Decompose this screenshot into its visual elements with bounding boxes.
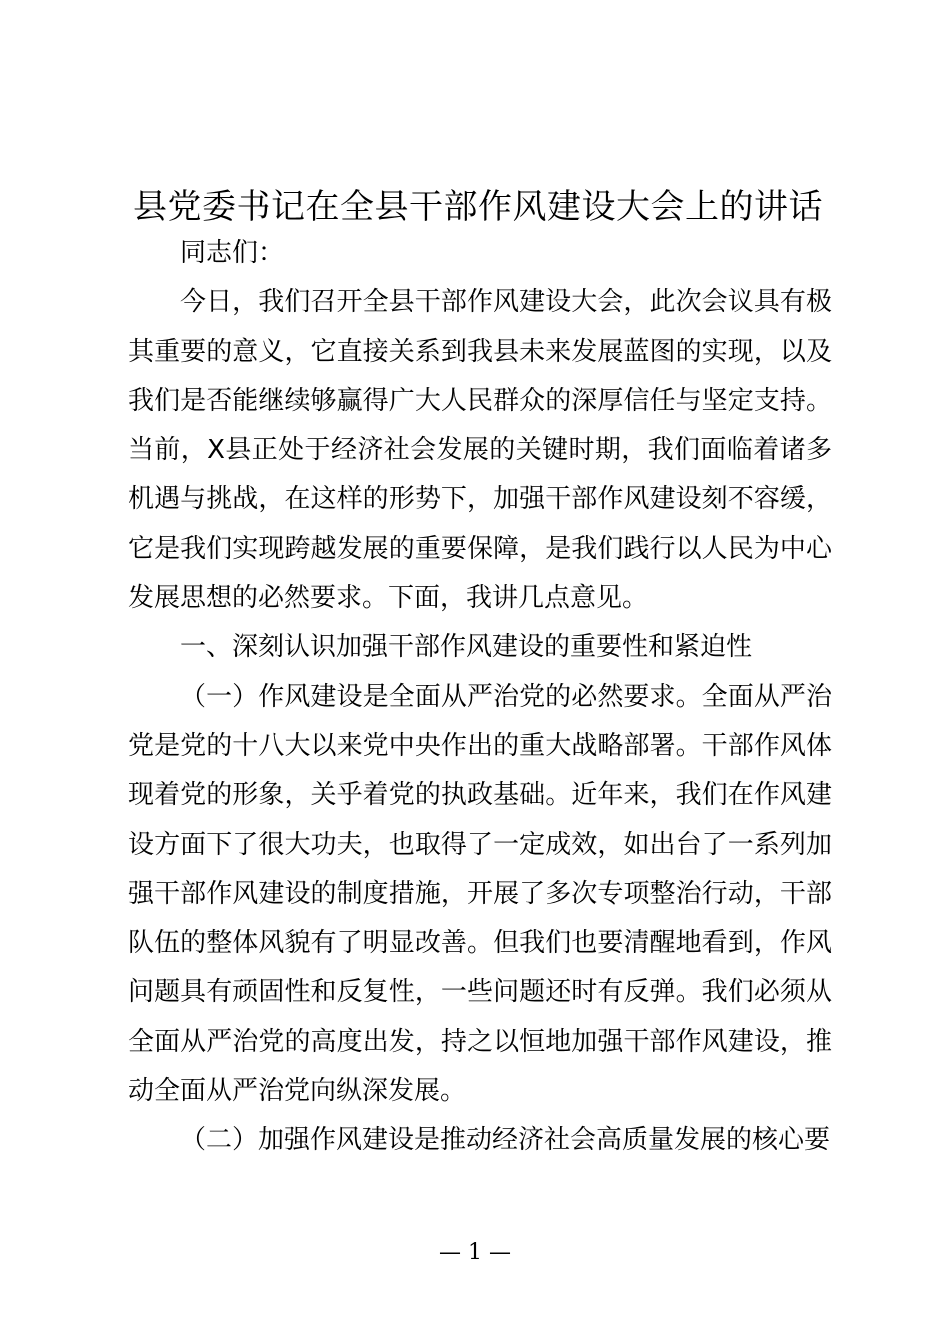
page-number: — 1 — bbox=[439, 1240, 511, 1265]
document-body bbox=[128, 229, 832, 1166]
paragraph-subsection-1: （一）作风建设是全面从严治党的必然要求。全面从严治党是党的十八大以来党中央作出的重大战略部署。干部作风体现着党的形象，关乎着党的执政基础。近年来，我们在作风建设方面下了很大功夫，也取得了一定成效，如出台了一系列加强干部作风建设的制度措施，开展了多次专项整治行动，干部队伍的整体风貌有了明显改善。但我们也要清醒地看到，作风问题具有顽固性和反复性，一些问题还时有反弹。我们必须从全面从严治党的高度出发，持之以恒地加强干部作风建设，推动全面从严治党向纵深发展。 bbox=[128, 681, 832, 1107]
document-title: 县党委书记在全县干部作风建设大会上的讲话 bbox=[133, 187, 823, 227]
section-heading-1: 一、深刻认识加强干部作风建设的重要性和紧迫性 bbox=[180, 632, 753, 663]
greeting: 同志们： bbox=[180, 238, 285, 268]
paragraph-subsection-2: （二）加强作风建设是推动经济社会高质量发展的核心要 bbox=[180, 1125, 831, 1156]
paragraph-intro: 今日，我们召开全县干部作风建设大会，此次会议具有极其重要的意义，它直接关系到我县未来发展蓝图的实现，以及我们是否能继续够赢得广大人民群众的深厚信任与坚定支持。当前，X县正处于经济社会发展的关键时期，我们面临着诸多机遇与挑战，在这样的形势下，加强干部作风建设刻不容缓，它是我们实现跨越发展的重要保障，是我们践行以人民为中心发展思想的必然要求。下面，我讲几点意见。 bbox=[128, 287, 832, 614]
